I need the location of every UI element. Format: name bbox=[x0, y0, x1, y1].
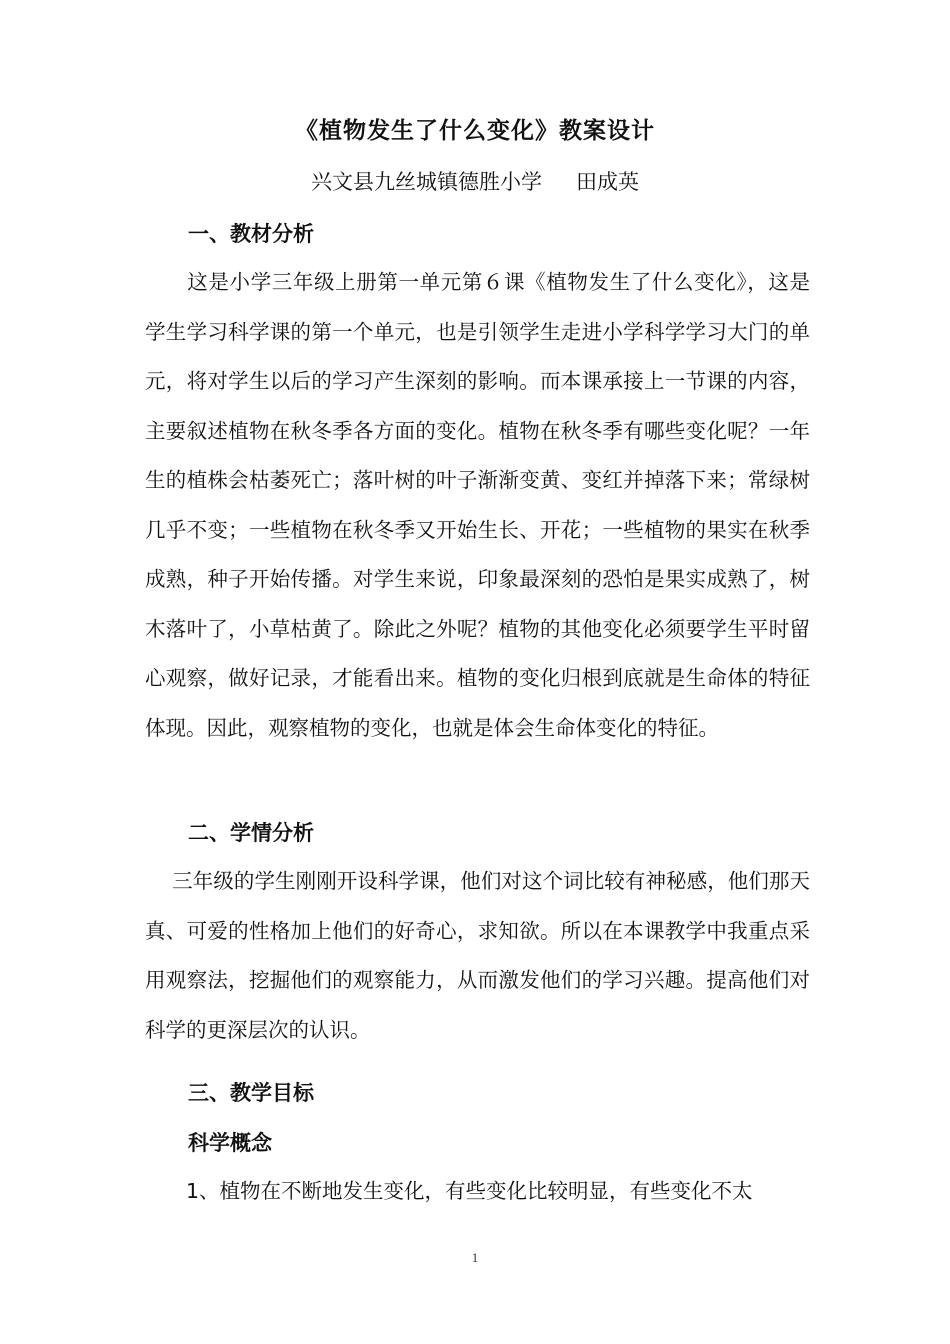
section-heading-student-analysis: 二、学情分析 bbox=[188, 821, 314, 845]
author-line bbox=[0, 166, 950, 196]
section-paragraph-teaching-objectives bbox=[145, 1167, 810, 1217]
document-title: 《植物发生了什么变化》教案设计 bbox=[295, 118, 655, 144]
paragraph-text: 1、植物在不断地发生变化，有些变化比较明显，有些变化不太 bbox=[145, 1179, 753, 1203]
author-school: 兴文县九丝城镇德胜小学 bbox=[311, 170, 542, 194]
subheading-science-concepts: 科学概念 bbox=[188, 1131, 272, 1155]
author-name: 田成英 bbox=[576, 170, 639, 194]
paragraph-text: 三年级的学生刚刚开设科学课，他们对这个词比较有神秘感，他们那天真、可爱的性格加上他们的好奇心，求知欲。所以在本课教学中我重点采用观察法，挖掘他们的观察能力，从而激发他们的学习兴趣。提高他们对科学的更深层次的认识。 bbox=[145, 869, 810, 1042]
section-heading-textbook-analysis: 一、教材分析 bbox=[188, 222, 314, 246]
section-heading-teaching-objectives: 三、教学目标 bbox=[188, 1081, 314, 1105]
paragraph-text: 这是小学三年级上册第一单元第６课《植物发生了什么变化》，这是学生学习科学课的第一个单元，也是引领学生走进小学科学学习大门的单元，将对学生以后的学习产生深刻的影响。而本课承接上一节课的内容，主要叙述植物在秋冬季各方面的变化。植物在秋冬季有哪些变化呢？一年生的植株会枯萎死亡；落叶树的叶子渐渐变黄、变红并掉落下来；常绿树几乎不变；一些植物在秋冬季又开始生长、开花；一些植物的果实在秋季成熟，种子开始传播。对学生来说，印象最深刻的恐怕是果实成熟了，树木落叶了，小草枯黄了。除此之外呢？植物的其他变化必须要学生平时留心观察，做好记录，才能看出来。植物的变化归根到底就是生命体的特征体现。因此，观察植物的变化，也就是体会生命体变化的特征。 bbox=[145, 270, 810, 740]
page-number: 1 bbox=[471, 1250, 479, 1265]
section-paragraph-student-analysis bbox=[145, 857, 810, 1055]
section-paragraph-textbook-analysis bbox=[145, 258, 810, 753]
